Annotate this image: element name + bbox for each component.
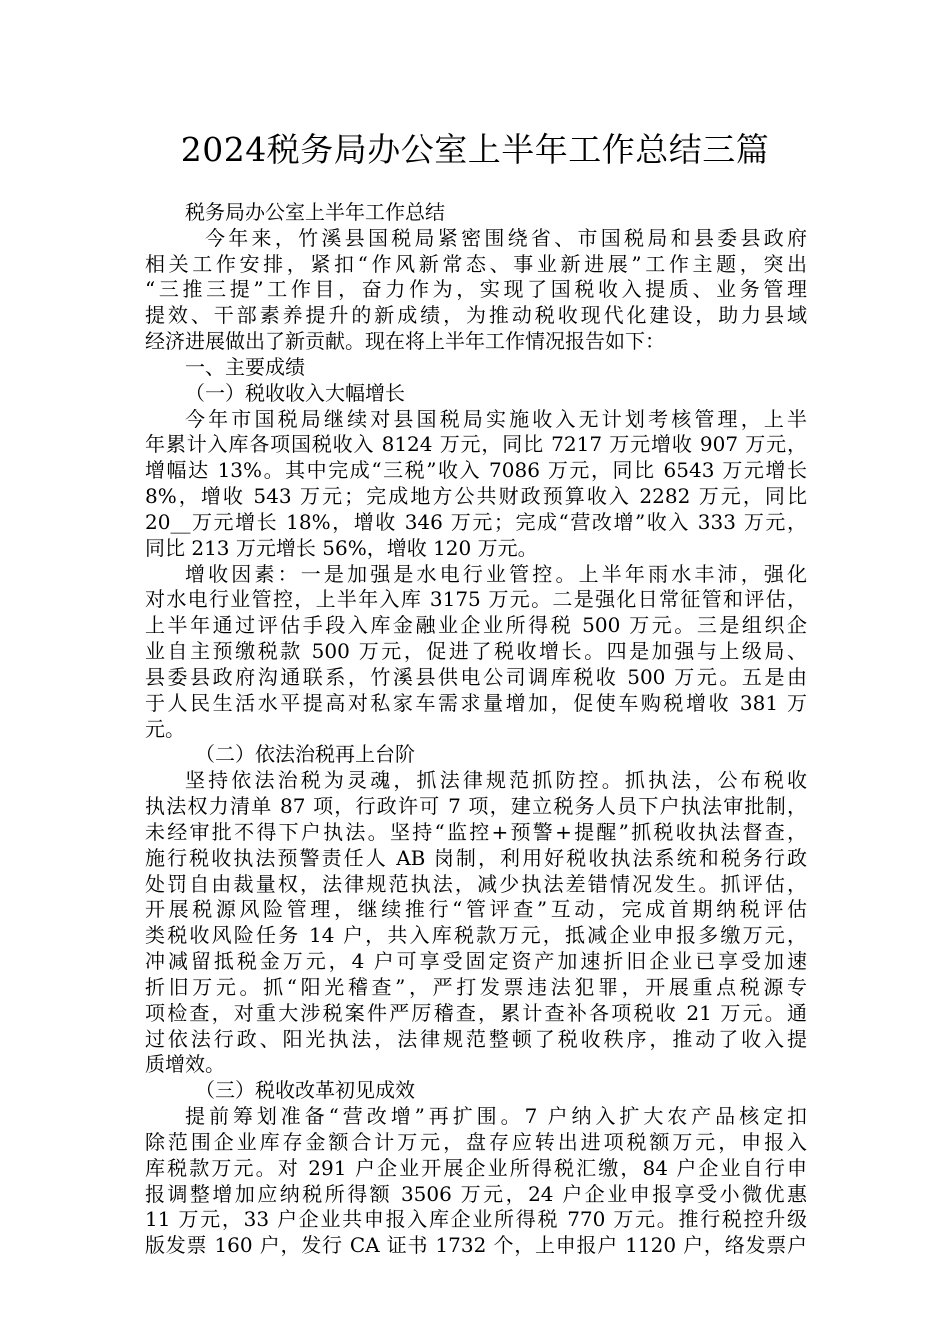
text-line: 执法权力清单 87 项，行政许可 7 项，建立税务人员下户执法审批制， <box>145 794 807 819</box>
text-line: 质增效。 <box>145 1052 225 1077</box>
text-line: 项检查，对重大涉税案件严厉稽查，累计查补各项税收 21 万元。通 <box>145 1000 807 1025</box>
text-line: （二）依法治税再上台阶 <box>195 742 415 767</box>
text-line: 提前筹划准备“营改增”再扩围。7 户纳入扩大农产品核定扣 <box>185 1104 807 1129</box>
text-line: 版发票 160 户，发行 CA 证书 1732 个，上申报户 1120 户，络发票户 <box>145 1233 807 1258</box>
text-line: 年累计入库各项国税收入 8124 万元，同比 7217 万元增收 907 万元， <box>145 432 807 457</box>
text-line: 一、主要成绩 <box>185 354 305 379</box>
document-title: 2024税务局办公室上半年工作总结三篇 <box>180 130 770 169</box>
text-line: （一）税收收入大幅增长 <box>185 380 405 405</box>
text-line: 税务局办公室上半年工作总结 <box>185 200 445 224</box>
text-line: 冲减留抵税金万元，4 户可享受固定资产加速折旧企业已享受加速 <box>145 949 807 974</box>
text-line: 处罚自由裁量权，法律规范执法，减少执法差错情况发生。抓评估， <box>145 871 807 896</box>
text-line: 类税收风险任务 14 户，共入库税款万元，抵减企业申报多缴万元， <box>145 923 807 948</box>
text-line: 开展税源风险管理，继续推行“管评查”互动，完成首期纳税评估 <box>145 897 807 922</box>
text-line: 提效、干部素养提升的新成绩，为推动税收现代化建设，助力县域 <box>145 303 807 328</box>
text-line: 除范围企业库存金额合计万元，盘存应转出进项税额万元，申报入 <box>145 1129 807 1154</box>
text-line: 今年来，竹溪县国税局紧密围绕省、市国税局和县委县政府 <box>205 225 807 250</box>
text-line: “三推三提”工作目，奋力作为，实现了国税收入提质、业务管理 <box>145 277 807 302</box>
text-line: 坚持依法治税为灵魂，抓法律规范抓防控。抓执法，公布税收 <box>185 768 807 793</box>
text-line: （三）税收改革初见成效 <box>195 1078 415 1103</box>
text-line: 8%，增收 543 万元；完成地方公共财政预算收入 2282 万元，同比 <box>145 484 807 509</box>
text-line: 过依法行政、阳光执法，法律规范整顿了税收秩序，推动了收入提 <box>145 1026 807 1051</box>
text-line: 未经审批不得下户执法。坚持“监控+预警+提醒”抓税收执法督查， <box>145 819 807 844</box>
text-line: 于人民生活水平提高对私家车需求量增加，促使车购税增收 381 万 <box>145 690 807 715</box>
text-line: 上半年通过评估手段入库金融业企业所得税 500 万元。三是组织企 <box>145 613 807 638</box>
text-line: 对水电行业管控，上半年入库 3175 万元。二是强化日常征管和评估， <box>145 587 807 612</box>
text-line: 增收因素：一是加强是水电行业管控。上半年雨水丰沛，强化 <box>185 561 807 586</box>
text-line: 20__万元增长 18%，增收 346 万元；完成“营改增”收入 333 万元， <box>145 509 807 534</box>
text-line: 折旧万元。抓“阳光稽查”，严打发票违法犯罪，开展重点税源专 <box>145 974 807 999</box>
text-line: 元。 <box>145 716 185 741</box>
text-line: 报调整增加应纳税所得额 3506 万元，24 户企业申报享受小微优惠 <box>145 1181 807 1206</box>
text-line: 今年市国税局继续对县国税局实施收入无计划考核管理，上半 <box>185 406 807 431</box>
text-line: 库税款万元。对 291 户企业开展企业所得税汇缴，84 户企业自行申 <box>145 1155 807 1180</box>
text-line: 业自主预缴税款 500 万元，促进了税收增长。四是加强与上级局、 <box>145 639 807 664</box>
text-line: 增幅达 13%。其中完成“三税”收入 7086 万元，同比 6543 万元增长 <box>145 458 807 483</box>
text-line: 县委县政府沟通联系，竹溪县供电公司调库税收 500 万元。五是由 <box>145 664 807 689</box>
text-line: 11 万元，33 户企业共申报入库企业所得税 770 万元。推行税控升级 <box>145 1207 807 1232</box>
text-line: 同比 213 万元增长 56%，增收 120 万元。 <box>145 535 538 560</box>
text-line: 经济进展做出了新贡献。现在将上半年工作情况报告如下： <box>145 329 665 354</box>
text-line: 施行税收执法预警责任人 AB 岗制，利用好税收执法系统和税务行政 <box>145 845 807 870</box>
text-line: 相关工作安排，紧扣“作风新常态、事业新进展”工作主题，突出 <box>145 251 807 276</box>
